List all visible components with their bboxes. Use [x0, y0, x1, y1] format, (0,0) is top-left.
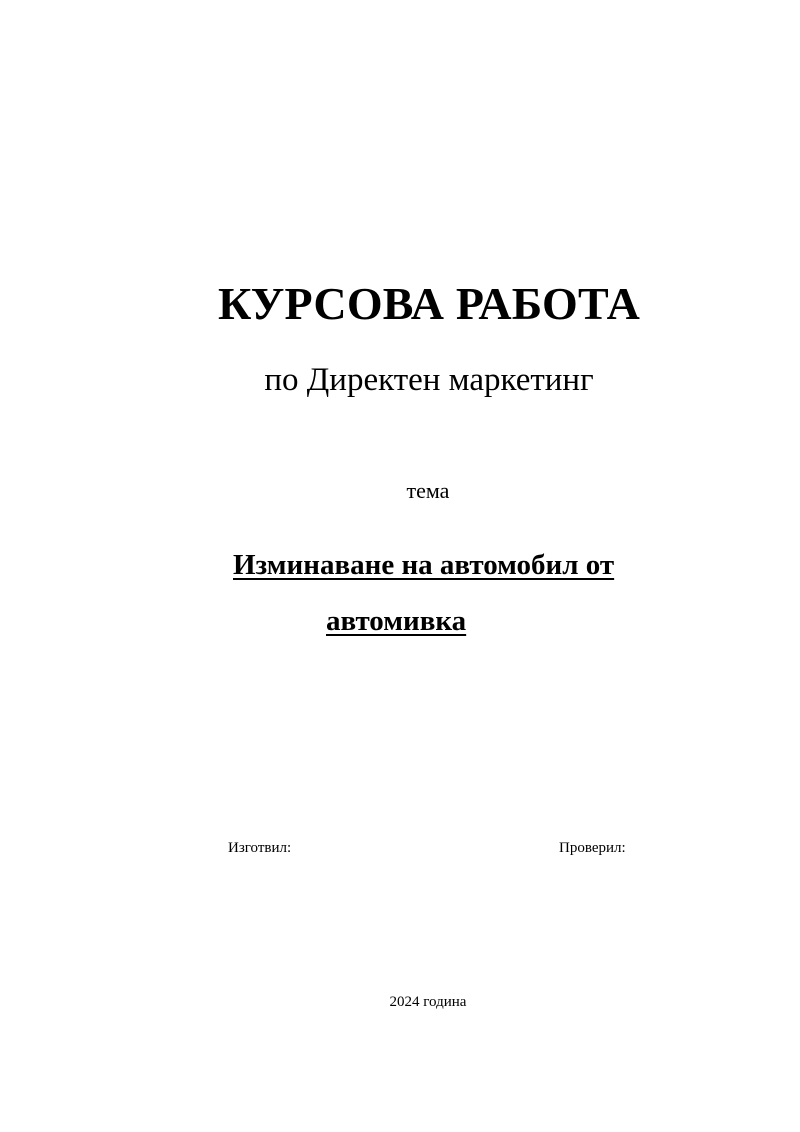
year-label: 2024 година: [389, 994, 467, 1010]
prepared-by-label: Изготвил:: [228, 840, 292, 856]
document-subtitle: по Директен маркетинг: [264, 362, 594, 398]
checked-by-label: Проверил:: [559, 840, 626, 856]
theme-label: тема: [406, 478, 450, 503]
topic-title-line-2: автомивка: [326, 605, 467, 637]
topic-title-line-1: Изминаване на автомобил от: [233, 549, 615, 581]
document-title: КУРСОВА РАБОТА: [217, 278, 641, 329]
